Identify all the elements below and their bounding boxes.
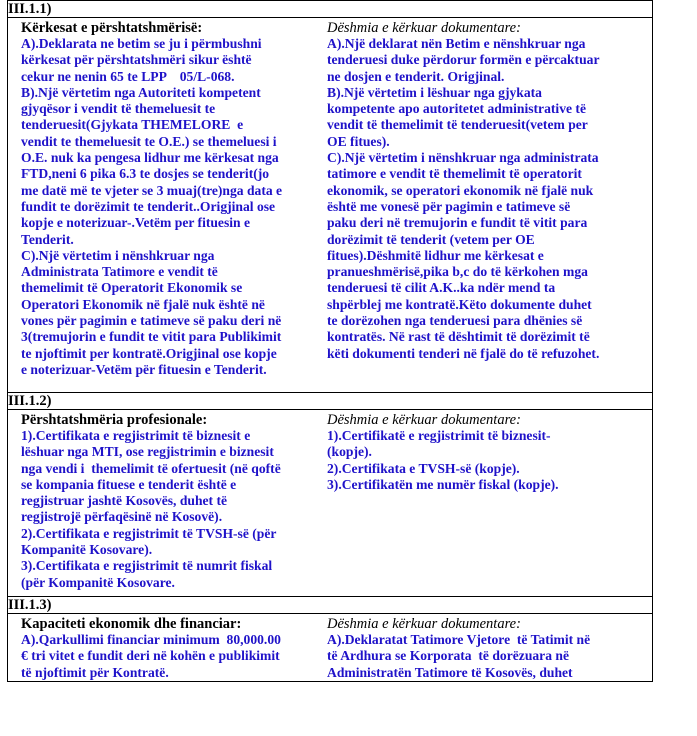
requirements-line: vones për pagimin e tatimeve së paku deri në [21, 313, 282, 329]
requirements-line: O.E. nuk ka pengesa lidhur me kërkesat nga [21, 150, 279, 166]
section-body-row [8, 614, 653, 682]
section-number: III.1.2) [8, 393, 653, 410]
evidence-line: A).Deklaratat Tatimore Vjetore të Tatimit në [327, 632, 591, 647]
evidence-line: dorëzimit të tenderit (vetem per OE [327, 231, 535, 247]
evidence-title: Dëshmia e kërkuar dokumentare: [327, 616, 521, 632]
evidence-line: tenderuesi të cilit A.K..ka ndër mend ta [327, 280, 556, 296]
requirements-line: Tenderit. [21, 231, 74, 247]
evidence-line: kompetente apo autoritetet administrative të [327, 101, 586, 117]
evidence-line: B).Një vërtetim i lëshuar nga gjykata [327, 84, 542, 100]
section-content [8, 614, 653, 682]
requirements-title: Kërkesat e përshtatshmërisë: [21, 20, 203, 36]
requirements-line: gjyqësor i vendit të themeluesit te [21, 101, 216, 117]
section-number: III.1.1) [8, 1, 653, 18]
requirements-column [8, 410, 303, 591]
evidence-column [303, 410, 632, 591]
evidence-line: fitues).Dëshmitë lidhur me kërkesat e [327, 247, 544, 263]
requirements-column [8, 614, 303, 681]
evidence-line: tenderuesi duke përdorur formën e përcaktuar [327, 52, 600, 68]
section-number: III.1.3) [8, 597, 653, 614]
requirements-line: vendit te themeluesit te O.E.) se themeluesi i [21, 133, 277, 149]
requirements-text [21, 632, 303, 681]
evidence-line: 2).Certifikata e TVSH-së (kopje). [327, 460, 520, 476]
evidence-line: paku deri në tremujorin e fundit të vitit para [327, 215, 588, 231]
requirements-line: Kompanitë Kosovare). [21, 542, 153, 558]
requirements-text [21, 428, 303, 591]
evidence-line: A).Një deklarat nën Betim e nënshkruar nga [327, 36, 586, 51]
requirements-line: Administrata Tatimore e vendit të [21, 264, 218, 280]
evidence-line: ekonomik, se operatori ekonomik në fjalë nuk [327, 182, 594, 198]
requirements-table [7, 0, 653, 682]
requirements-line: Operatori Ekonomik në fjalë nuk është në [21, 296, 265, 312]
requirements-line: e noterizuar-Vetëm për fituesin e Tenderit. [21, 361, 267, 377]
requirements-line: nga vendi i themelimit të ofertuesit (në qoftë [21, 460, 281, 476]
evidence-column [303, 614, 632, 681]
evidence-line: të Ardhura se Korporata të dorëzuara në [327, 648, 569, 664]
evidence-line: këti dokumenti tenderi në fjalë do të refuzohet. [327, 345, 600, 361]
requirements-line: 3).Certifikata e regjistrimit të numrit fiskal [21, 558, 273, 574]
requirements-line: € tri vitet e fundit deri në kohën e publikimit [21, 648, 280, 664]
section-content [8, 410, 653, 597]
requirements-line: 3(tremujorin e fundit te vitit para Publikimit [21, 329, 282, 345]
requirements-line: B).Një vërtetim nga Autoriteti kompetent [21, 84, 261, 100]
requirements-line: C).Një vërtetim i nënshkruar nga [21, 247, 215, 263]
evidence-line: OE fitues). [327, 133, 390, 149]
requirements-line: lëshuar nga MTI, ose regjistrimin e biznesit [21, 444, 274, 460]
requirements-line: (për Kompanitë Kosovare. [21, 574, 175, 590]
evidence-line: shpërblej me kontratë.Këto dokumente duhet [327, 296, 592, 312]
section-header-row [8, 1, 653, 18]
evidence-line: ne dosjen e tenderit. Origjinal. [327, 68, 505, 84]
requirements-title: Kapaciteti ekonomik dhe financiar: [21, 616, 242, 632]
evidence-title: Dëshmia e kërkuar dokumentare: [327, 20, 521, 36]
requirements-line: se kompania fituese e tenderit është e [21, 476, 237, 492]
evidence-line: 3).Certifikatën me numër fiskal (kopje). [327, 476, 559, 492]
evidence-line: pranueshmërisë,pika b,c do të kërkohen mga [327, 264, 588, 280]
evidence-line: vendit të themelimit të tenderuesit(vetem per [327, 117, 588, 133]
evidence-line: kontratës. Në rast të dështimit të dorëzimit të [327, 329, 590, 345]
requirements-line: themelimit të Operatorit Ekonomik se [21, 280, 243, 296]
requirements-line: A).Qarkullimi financiar minimum 80,000.00 [21, 632, 281, 647]
evidence-line: Administratën Tatimore të Kosovës, duhet [327, 664, 573, 680]
requirements-line: kërkesat për përshtatshmëri sikur është [21, 52, 252, 68]
requirements-line: te njoftimit per kontratë.Origjinal ose kopje [21, 345, 277, 361]
evidence-column [303, 18, 632, 378]
requirements-line: cekur ne nenin 65 te LPP 05/L-068. [21, 68, 235, 84]
section-body-row [8, 18, 653, 393]
requirements-text [21, 36, 303, 378]
section-header-row [8, 597, 653, 614]
section-content [8, 18, 653, 393]
requirements-line: 1).Certifikata e regjistrimit të biznesit e [21, 428, 251, 443]
evidence-line: tatimore e vendit të themelimit të operatorit [327, 166, 582, 182]
requirements-line: A).Deklarata ne betim se ju i përmbushni [21, 36, 262, 51]
requirements-line: me datë më te vjeter se 3 muaj(tre)nga data e [21, 182, 283, 198]
requirements-title: Përshtatshmëria profesionale: [21, 412, 208, 428]
evidence-line: është me vonesë për pagimin e tatimeve së [327, 198, 571, 214]
evidence-line: te dorëzohen nga tenderuesi para dhënies së [327, 313, 583, 329]
evidence-text [327, 428, 632, 493]
section-header-row [8, 393, 653, 410]
evidence-title: Dëshmia e kërkuar dokumentare: [327, 412, 521, 428]
evidence-line: C).Një vërtetim i nënshkruar nga administrata [327, 150, 599, 166]
evidence-line: 1).Certifikatë e regjistrimit të biznesit- [327, 428, 551, 443]
requirements-line: fundit te dorëzimit te tenderit..Origjinal ose [21, 198, 276, 214]
evidence-line: (kopje). [327, 444, 372, 460]
requirements-line: regjistrojë përfaqësinë në Kosovë). [21, 509, 223, 525]
evidence-text [327, 632, 632, 681]
requirements-line: FTD,neni 6 pika 6.3 te dosjes se tenderit(jo [21, 166, 270, 182]
section-body-row [8, 410, 653, 597]
requirements-line: tenderuesit(Gjykata THEMELORE e [21, 117, 244, 133]
requirements-line: 2).Certifikata e regjistrimit të TVSH-së (për [21, 525, 277, 541]
evidence-text [327, 36, 632, 362]
requirements-line: të njoftimit për Kontratë. [21, 664, 169, 680]
requirements-line: kopje e noterizuar-.Vetëm per fituesin e [21, 215, 251, 231]
requirements-column [8, 18, 303, 378]
requirements-line: regjistruar jashtë Kosovës, duhet të [21, 493, 228, 509]
